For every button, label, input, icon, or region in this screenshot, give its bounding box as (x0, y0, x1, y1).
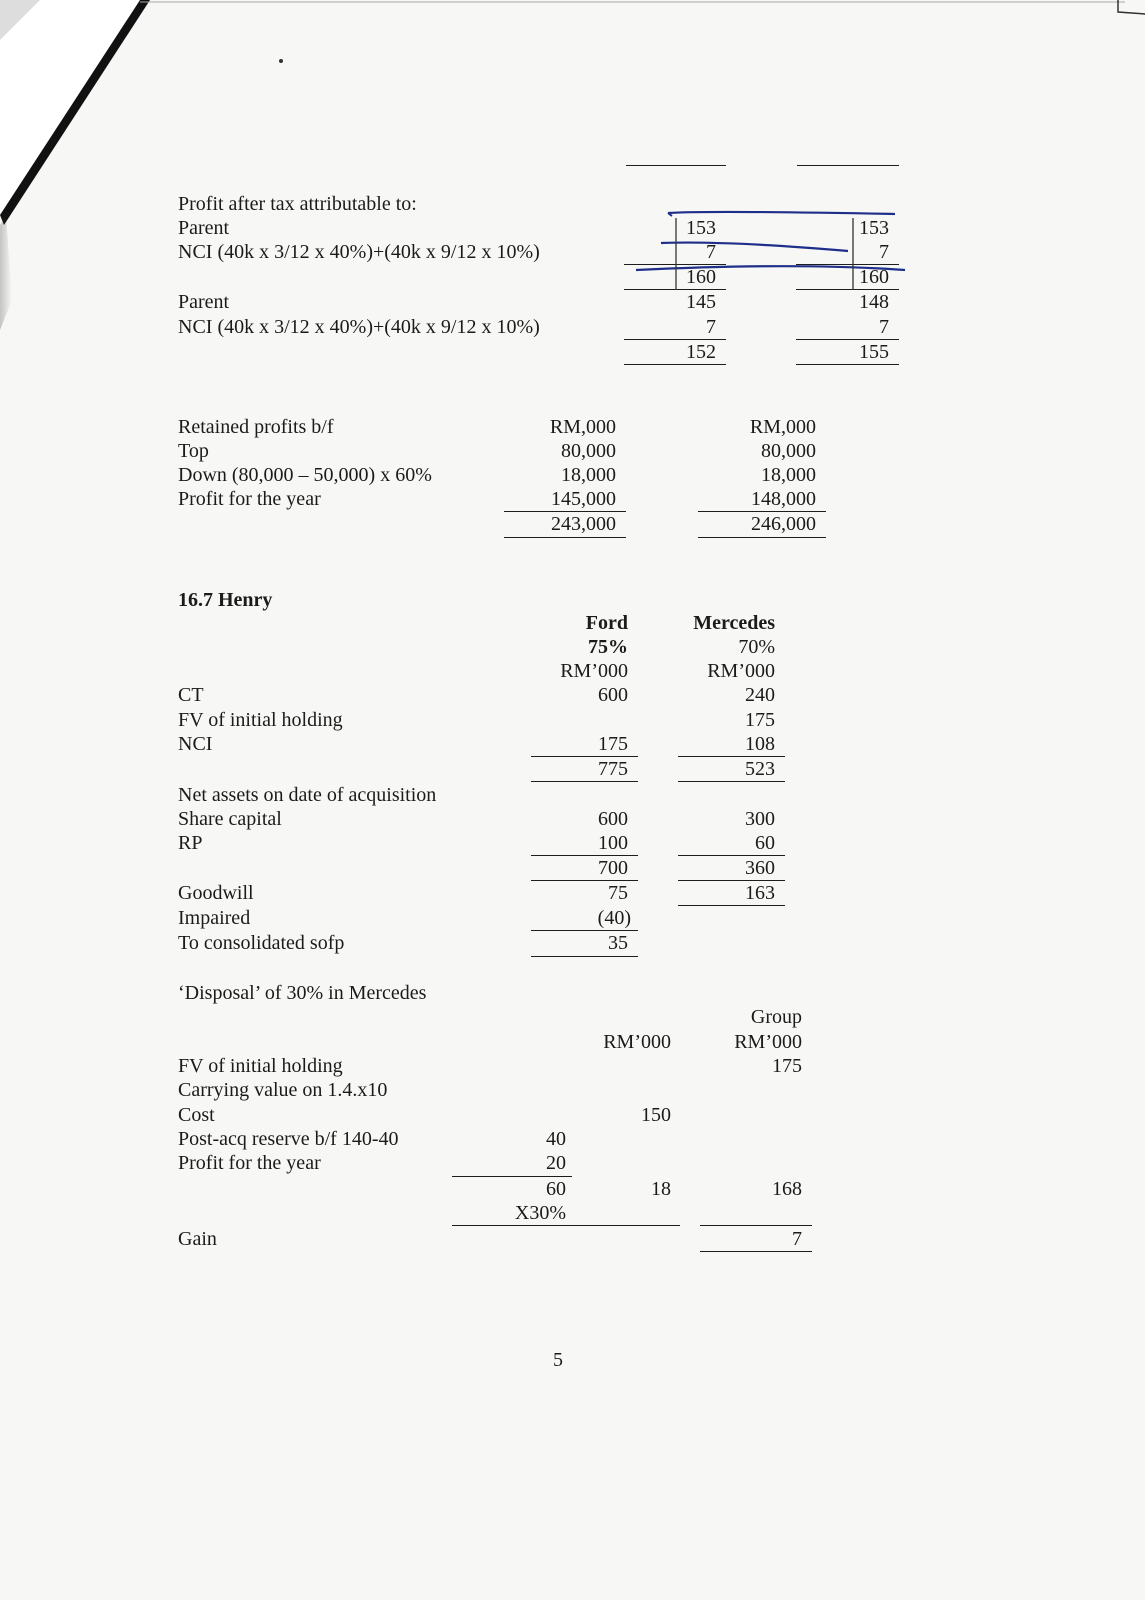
henry-row-value: 600 (598, 684, 628, 706)
disposal-title: ‘Disposal’ of 30% in Mercedes (178, 982, 427, 1004)
na-row-value: 60 (755, 832, 775, 854)
rp-row-value: 148,000 (751, 488, 816, 510)
gw-row-value: 35 (608, 932, 628, 954)
rp-row-value: 18,000 (561, 464, 616, 486)
henry-row-value: 175 (598, 733, 628, 755)
group-head: RM’000 (734, 1031, 802, 1053)
rp-row-value: 80,000 (761, 440, 816, 462)
henry-row-label: FV of initial holding (178, 709, 343, 731)
rule (452, 1225, 680, 1226)
gw-row-value: 163 (745, 882, 775, 904)
col-pct: 75% (588, 636, 628, 658)
disp-factor: X30% (514, 1202, 566, 1224)
page-number: 5 (553, 1349, 563, 1371)
gw-row-label: Goodwill (178, 882, 254, 904)
pat2-row-label: Parent (178, 291, 230, 313)
disp-row-label: Cost (178, 1104, 215, 1126)
pat2-total: 152 (686, 341, 716, 363)
group-head: Group (750, 1006, 802, 1028)
na-row-label: Share capital (178, 808, 282, 830)
pat2-row-value: 7 (879, 316, 889, 338)
pat-row-value: 153 (859, 217, 889, 239)
rule (531, 781, 638, 782)
gain-value: 7 (792, 1228, 802, 1250)
rule (678, 781, 785, 782)
pat2-row-value: 7 (706, 316, 716, 338)
henry-total: 523 (745, 758, 775, 780)
na-row-value: 100 (598, 832, 628, 854)
pat-row-value: 153 (686, 217, 716, 239)
mid-head: RM’000 (603, 1031, 671, 1053)
col-unit: RM’000 (707, 660, 775, 682)
henry-row-value: 108 (745, 733, 775, 755)
henry-row-value: 240 (745, 684, 775, 706)
pat-row-value: 7 (706, 241, 716, 263)
na-row-label: RP (178, 832, 203, 854)
na-row-value: 600 (598, 808, 628, 830)
col-name: Ford (585, 612, 628, 634)
henry-row-value: 175 (745, 709, 775, 731)
na-row-value: 300 (745, 808, 775, 830)
disp-row-label: Carrying value on 1.4.x10 (178, 1079, 388, 1101)
rp-row-value: 145,000 (551, 488, 616, 510)
gain-label: Gain (178, 1228, 217, 1250)
rule (624, 364, 726, 365)
disp-sum: 18 (651, 1178, 671, 1200)
na-heading: Net assets on date of acquisition (178, 784, 437, 806)
pat-row-value: 7 (879, 241, 889, 263)
gw-row-value: (40) (597, 907, 631, 929)
rp-total: 243,000 (551, 513, 616, 535)
rp-col-head: RM,000 (749, 416, 816, 438)
rule (678, 905, 785, 906)
rule (626, 165, 726, 166)
henry-row-label: CT (178, 684, 204, 706)
disp-row-label: FV of initial holding (178, 1055, 343, 1077)
gw-row-value: 75 (608, 882, 628, 904)
pat2-row-label: NCI (40k x 3/12 x 40%)+(40k x 9/12 x 10%) (178, 316, 540, 338)
pat2-row-value: 148 (859, 291, 889, 313)
pat2-row-value: 145 (686, 291, 716, 313)
rule (700, 1225, 812, 1226)
rp-row-value: 80,000 (561, 440, 616, 462)
gw-row-label: Impaired (178, 907, 251, 929)
col-name: Mercedes (693, 612, 775, 634)
col-unit: RM’000 (560, 660, 628, 682)
rule (698, 537, 826, 538)
rule (796, 364, 899, 365)
pat-total: 160 (859, 266, 889, 288)
na-total: 360 (745, 857, 775, 879)
disp-sum: 60 (546, 1178, 566, 1200)
rp-row-label: Down (80,000 – 50,000) x 60% (178, 464, 432, 486)
henry-total: 775 (598, 758, 628, 780)
rule (797, 165, 899, 166)
disp-row-value: 20 (546, 1152, 566, 1174)
pat2-total: 155 (859, 341, 889, 363)
pat-row-label: NCI (40k x 3/12 x 40%)+(40k x 9/12 x 10%) (178, 241, 540, 263)
na-total: 700 (598, 857, 628, 879)
rule (700, 1251, 812, 1252)
section-title: 16.7 Henry (178, 589, 273, 611)
rp-row-label: Retained profits b/f (178, 416, 334, 438)
rp-col-head: RM,000 (549, 416, 616, 438)
rule (531, 956, 638, 957)
pat-heading: Profit after tax attributable to: (178, 193, 417, 215)
disp-row-value: 150 (641, 1104, 671, 1126)
rp-row-label: Top (178, 440, 209, 462)
disp-sum: 168 (772, 1178, 802, 1200)
disp-row-value: 40 (546, 1128, 566, 1150)
henry-row-label: NCI (178, 733, 213, 755)
gw-row-label: To consolidated sofp (178, 932, 345, 954)
disp-row-label: Post-acq reserve b/f 140-40 (178, 1128, 399, 1150)
col-pct: 70% (738, 636, 775, 658)
rule (504, 537, 626, 538)
rp-total: 246,000 (751, 513, 816, 535)
pat-row-label: Parent (178, 217, 230, 239)
disp-row-value: 175 (772, 1055, 802, 1077)
pat-total: 160 (686, 266, 716, 288)
disp-row-label: Profit for the year (178, 1152, 321, 1174)
rp-row-value: 18,000 (761, 464, 816, 486)
rp-row-label: Profit for the year (178, 488, 321, 510)
